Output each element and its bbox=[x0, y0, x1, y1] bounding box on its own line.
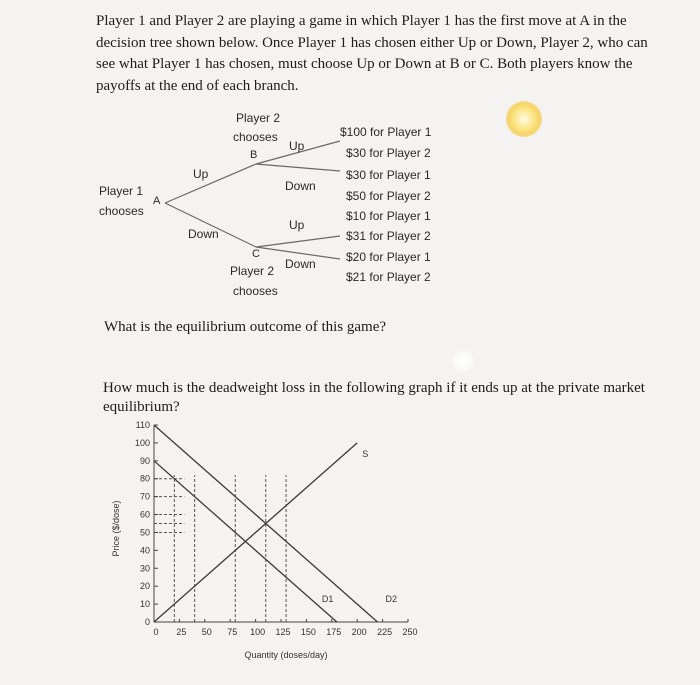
tree-p1-up-label: Up bbox=[193, 167, 209, 181]
y-tick-label: 110 bbox=[135, 420, 150, 430]
y-tick-label: 80 bbox=[139, 473, 150, 484]
x-tick-label: 125 bbox=[275, 627, 291, 637]
tree-b-up-label: Up bbox=[289, 139, 305, 153]
y-tick-label: 90 bbox=[139, 455, 150, 466]
payoff-line: $30 for Player 1 bbox=[346, 168, 431, 182]
question-2-text: What is the equilibrium outcome of this game? bbox=[104, 319, 387, 335]
payoff-line: $20 for Player 1 bbox=[346, 250, 431, 264]
tree-player1-chooses: chooses bbox=[99, 204, 144, 218]
payoff-line: $30 for Player 2 bbox=[346, 146, 431, 160]
tree-b-chooses: chooses bbox=[233, 130, 278, 144]
question-3-text: How much is the deadweight loss in the following graph if it ends up at the private market equilibrium? bbox=[103, 380, 645, 415]
label-d1: D1 bbox=[321, 594, 334, 604]
x-tick-label: 0 bbox=[153, 627, 159, 637]
tree-node-b: B bbox=[250, 149, 258, 161]
y-tick-label: 50 bbox=[139, 527, 150, 538]
tree-node-c: C bbox=[252, 248, 260, 260]
x-tick-label: 75 bbox=[227, 627, 238, 637]
x-tick-label: 150 bbox=[300, 627, 316, 637]
tree-node-a: A bbox=[153, 195, 161, 207]
tree-p1-down-label: Down bbox=[188, 227, 219, 241]
y-tick-label: 10 bbox=[139, 599, 150, 610]
question-1-text: Player 1 and Player 2 are playing a game in which Player 1 has the first move at A in the decision tree shown below. Once Player 1 has chosen either Up or Down, Player 2, who can see what Player 1 has chosen, must choose Up or Down at B or C. Both players know the payoffs at the end of each branch. bbox=[96, 13, 648, 94]
y-tick-label: 100 bbox=[134, 437, 150, 448]
y-axis-title: Price ($/dose) bbox=[111, 500, 121, 557]
chart-axes bbox=[111, 420, 418, 660]
label-s: S bbox=[362, 448, 369, 459]
tree-b-down-label: Down bbox=[285, 179, 316, 193]
tree-b-player-label: Player 2 bbox=[236, 111, 281, 125]
x-tick-label: 250 bbox=[402, 627, 418, 637]
tree-c-chooses: chooses bbox=[233, 284, 278, 298]
y-tick-label: 70 bbox=[139, 491, 150, 502]
x-tick-label: 200 bbox=[351, 627, 367, 637]
y-tick-label: 30 bbox=[139, 563, 150, 574]
tree-c-up-label: Up bbox=[289, 218, 305, 232]
y-tick-label: 40 bbox=[139, 545, 150, 556]
x-tick-label: 225 bbox=[377, 627, 393, 637]
x-axis-title: Quantity (doses/day) bbox=[244, 650, 328, 660]
label-d2: D2 bbox=[385, 594, 398, 604]
y-tick-label: 20 bbox=[139, 581, 150, 592]
tree-player1-label: Player 1 bbox=[99, 184, 144, 198]
payoff-line: $31 for Player 2 bbox=[346, 229, 431, 243]
x-tick-label: 50 bbox=[201, 627, 212, 637]
y-tick-label: 60 bbox=[139, 509, 150, 520]
payoff-line: $10 for Player 1 bbox=[346, 209, 431, 223]
payoff-line: $100 for Player 1 bbox=[340, 125, 432, 139]
tree-c-down-label: Down bbox=[285, 257, 316, 271]
chart-series bbox=[154, 425, 378, 622]
payoff-line: $21 for Player 2 bbox=[346, 270, 431, 284]
x-tick-label: 175 bbox=[326, 627, 342, 637]
chart-labels bbox=[322, 449, 397, 604]
tree-c-player-label: Player 2 bbox=[230, 264, 275, 278]
chart-guides bbox=[154, 475, 286, 622]
x-tick-label: 25 bbox=[176, 627, 187, 637]
y-tick-label: 0 bbox=[144, 617, 150, 627]
payoff-line: $50 for Player 2 bbox=[346, 189, 431, 203]
x-tick-label: 100 bbox=[250, 627, 266, 637]
